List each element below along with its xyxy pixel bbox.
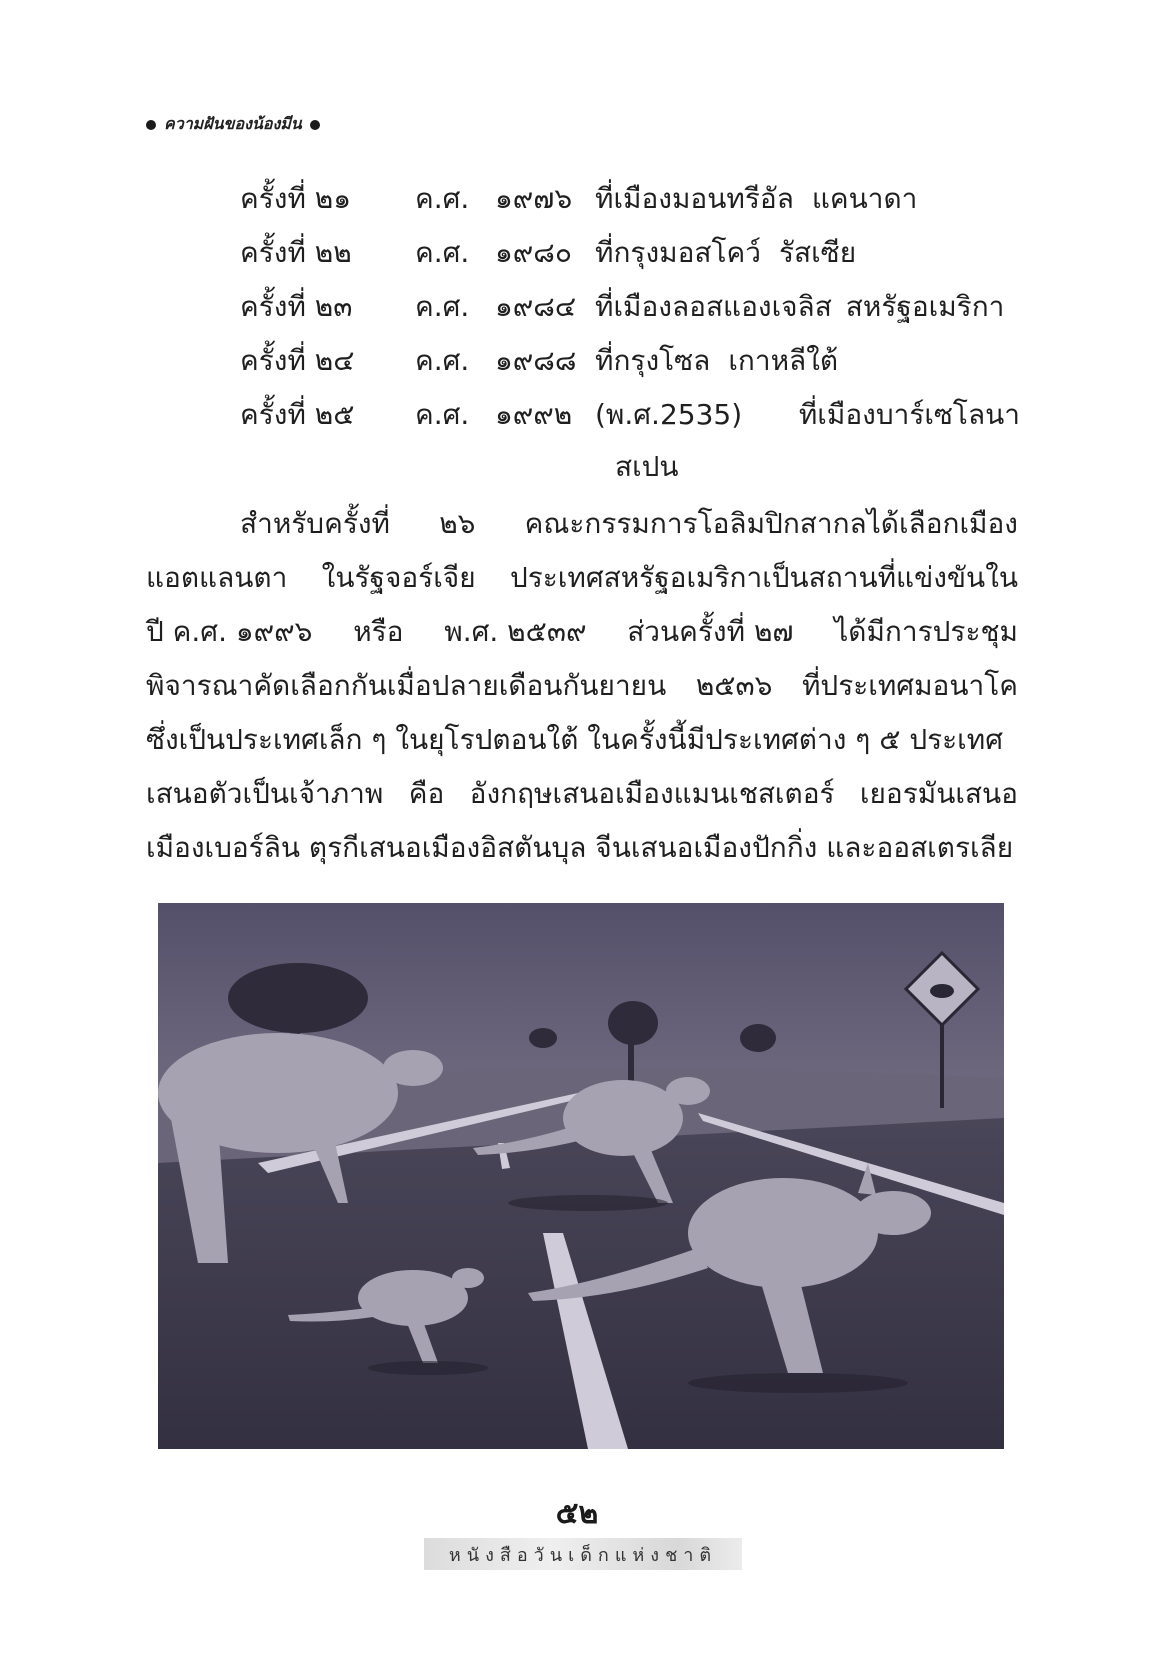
paragraph-line <box>146 767 1018 821</box>
paragraph-line <box>146 551 1018 605</box>
country: รัสเซีย <box>778 236 857 269</box>
year: ๑๙๘๘ <box>495 344 577 377</box>
text-segment: ๒๕๓๖ <box>695 669 773 702</box>
era: ค.ศ. <box>415 236 470 269</box>
ordinal: ครั้งที่ ๒๓ <box>240 290 353 323</box>
paragraph-line <box>146 821 1018 875</box>
era: ค.ศ. <box>415 182 470 215</box>
text-segment: พ.ศ. ๒๕๓๙ <box>444 615 587 648</box>
paragraph-line <box>146 605 1018 659</box>
text-segment: ๒๖ <box>439 507 476 540</box>
text-segment: ที่ประเทศมอนาโค <box>801 669 1018 702</box>
country: เกาหลีใต้ <box>728 344 839 377</box>
text-segment: ในรัฐจอร์เจีย <box>321 561 476 594</box>
country: สหรัฐอเมริกา <box>845 290 1005 323</box>
host-place <box>595 285 1020 329</box>
text-segment: ส่วนครั้งที่ ๒๗ <box>627 615 794 648</box>
era: ค.ศ. <box>415 344 470 377</box>
list-item <box>240 226 1020 280</box>
text-segment: คณะกรรมการโอลิมปิกสากลได้เลือกเมือง <box>524 507 1018 540</box>
paragraph-line <box>146 497 1018 551</box>
paragraph-line <box>146 713 1018 767</box>
year: ๑๙๙๒ <box>495 398 573 431</box>
list-item <box>240 388 1020 442</box>
text-segment: ได้มีการประชุม <box>834 615 1018 648</box>
list-continuation: สเปน <box>615 450 679 483</box>
list-item <box>240 172 1020 226</box>
year: ๑๙๗๖ <box>495 182 573 215</box>
body-paragraph <box>146 497 1018 875</box>
bullet-icon <box>146 120 156 130</box>
text-segment: ปี ค.ศ. ๑๙๙๖ <box>146 615 313 648</box>
kangaroo-photo <box>158 903 1004 1449</box>
host-place <box>595 231 1020 275</box>
buddhist-era-note: (พ.ศ.2535) <box>595 398 743 431</box>
ordinal: ครั้งที่ ๒๒ <box>240 236 352 269</box>
city: ที่กรุงมอสโคว์ <box>595 236 761 269</box>
paragraph-line <box>146 659 1018 713</box>
host-place <box>595 339 1020 383</box>
list-item <box>240 280 1020 334</box>
olympic-host-list <box>240 172 1020 492</box>
city: ที่เมืองบาร์เซโลนา <box>798 398 1020 431</box>
text-segment: หรือ <box>353 615 404 648</box>
country: แคนาดา <box>811 182 918 215</box>
ordinal: ครั้งที่ ๒๔ <box>240 344 355 377</box>
page-number: ๕๒ <box>555 1496 599 1531</box>
list-item <box>240 334 1020 388</box>
text-segment: เยอรมันเสนอ <box>859 777 1018 810</box>
ordinal: ครั้งที่ ๒๑ <box>240 182 352 215</box>
era: ค.ศ. <box>415 290 470 323</box>
year: ๑๙๘๐ <box>495 236 572 269</box>
text-segment: ประเทศสหรัฐอเมริกาเป็นสถานที่แข่งขันใน <box>509 561 1018 594</box>
running-header-title: ความฝันของน้องมีน <box>164 114 302 133</box>
ordinal: ครั้งที่ ๒๕ <box>240 398 355 431</box>
text-segment: ซึ่งเป็นประเทศเล็ก ๆ ในยุโรปตอนใต้ ในครั้งนี้มีประเทศต่าง ๆ ๕ ประเทศ <box>146 723 1003 756</box>
text-segment: พิจารณาคัดเลือกกันเมื่อปลายเดือนกันยายน <box>146 669 667 702</box>
host-place <box>595 177 1020 221</box>
city: ที่เมืองมอนทรีอัล <box>595 182 794 215</box>
text-segment: อังกฤษเสนอเมืองแมนเชสเตอร์ <box>469 777 835 810</box>
footer-banner: หนังสือวันเด็กแห่งชาติ <box>424 1538 742 1570</box>
text-segment: สำหรับครั้งที่ <box>240 507 390 540</box>
bullet-icon <box>310 120 320 130</box>
running-header <box>146 112 320 137</box>
host-place <box>595 393 1020 437</box>
kangaroo-photo-illustration <box>158 903 1004 1449</box>
text-segment: แอตแลนตา <box>146 561 288 594</box>
era: ค.ศ. <box>415 398 470 431</box>
city: ที่กรุงโซล <box>595 344 711 377</box>
year: ๑๙๘๔ <box>495 290 577 323</box>
city: ที่เมืองลอสแองเจลิส <box>595 290 832 323</box>
text-segment: คือ <box>408 777 445 810</box>
text-segment: เสนอตัวเป็นเจ้าภาพ <box>146 777 384 810</box>
text-segment: เมืองเบอร์ลิน ตุรกีเสนอเมืองอิสตันบุล จีนเสนอเมืองปักกิ่ง และออสเตรเลีย <box>146 831 1014 864</box>
